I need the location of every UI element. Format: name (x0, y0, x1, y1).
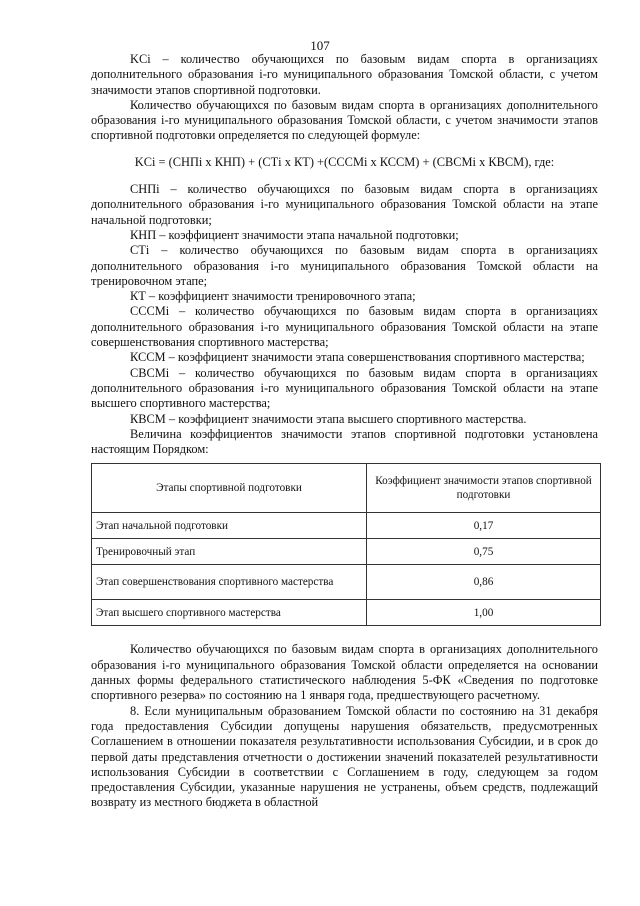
paragraph-kci-definition: KCi – количество обучающихся по базовым видам спорта в организациях дополнительного образования i-го муниципального образования Томской области, с учетом значимости этапов спортивной подготовки. (91, 52, 598, 97)
header-coefficient: Коэффициент значимости этапов спортивной подготовки (367, 464, 601, 513)
definition-sssm: СССМi – количество обучающихся по базовым видам спорта в организациях дополнительного образования i-го муниципального образования Томской области на этапе совершенствования спортивного мастерства; (91, 304, 598, 350)
table-row (92, 600, 601, 626)
definition-svsm: СВСМi – количество обучающихся по базовым видам спорта в организациях дополнительного образования i-го муниципального образования Томской области на этапе высшего спортивного мастерства; (91, 365, 598, 411)
table-header-row (92, 464, 601, 513)
definition-st: СТi – количество обучающихся по базовым видам спорта в организациях дополнительного образования i-го муниципального образования Томской области на тренировочном этапе; (91, 243, 598, 288)
table-row (92, 539, 601, 565)
formula: KCi = (СНПi х КНП) + (СТi х КТ) +(СССМi х КССМ) + (СВСМi х КВСМ), где: (134, 154, 555, 169)
header-stage: Этапы спортивной подготовки (92, 464, 367, 513)
cell-stage: Этап совершенствования спортивного мастерства (92, 565, 367, 600)
table-row (92, 565, 601, 600)
cell-stage: Этап начальной подготовки (92, 513, 367, 539)
definition-snp: СНПi – количество обучающихся по базовым видам спорта в организациях дополнительного образования i-го муниципального образования Томской области на этапе начальной подготовки; (91, 182, 598, 227)
cell-coefficient: 0,75 (367, 539, 601, 565)
cell-stage: Тренировочный этап (92, 539, 367, 565)
paragraph-coefficients-intro: Величина коэффициентов значимости этапов спортивной подготовки установлена настоящим Порядком: (91, 426, 598, 457)
paragraph-data-source: Количество обучающихся по базовым видам спорта в организациях дополнительного образования i-го муниципального образования Томской области определяется на основании данных формы федерального статистического наблюдения 5-ФК «Сведения по подготовке спортивного резерва» по состоянию на 1 января года, предшествующего расчетному. (91, 642, 598, 703)
cell-coefficient: 1,00 (367, 600, 601, 626)
paragraph-kci-formula-intro: Количество обучающихся по базовым видам спорта в организациях дополнительного образования i-го муниципального образования Томской области, с учетом значимости этапов спортивной подготовки определяется по следующей формуле: (91, 97, 598, 143)
table-row (92, 513, 601, 539)
definition-kt: КТ – коэффициент значимости тренировочного этапа; (130, 289, 416, 304)
definition-kvsm: КВСМ – коэффициент значимости этапа высшего спортивного мастерства. (130, 411, 527, 426)
definition-kssm: КССМ – коэффициент значимости этапа совершенствования спортивного мастерства; (130, 350, 585, 365)
cell-stage: Этап высшего спортивного мастерства (92, 600, 367, 626)
cell-coefficient: 0,86 (367, 565, 601, 600)
paragraph-item-8: 8. Если муниципальным образованием Томской области по состоянию на 31 декабря года предоставления Субсидии допущены нарушения обязательств, предусмотренных Соглашением в отношении показателя результативности использования Субсидии, и в срок до первой даты представления отчетности о достижении значений показателей результативности использования Субсидии в соответствии с Соглашением в году, следующем за годом предоставления Субсидии, указанные нарушения не устранены, объем средств, подлежащий возврату из местного бюджета в областной (91, 703, 598, 810)
page-number: 107 (310, 38, 330, 53)
cell-coefficient: 0,17 (367, 513, 601, 539)
page-body (91, 52, 598, 811)
definition-knp: КНП – коэффициент значимости этапа начальной подготовки; (130, 227, 459, 242)
coefficients-table (91, 463, 601, 626)
